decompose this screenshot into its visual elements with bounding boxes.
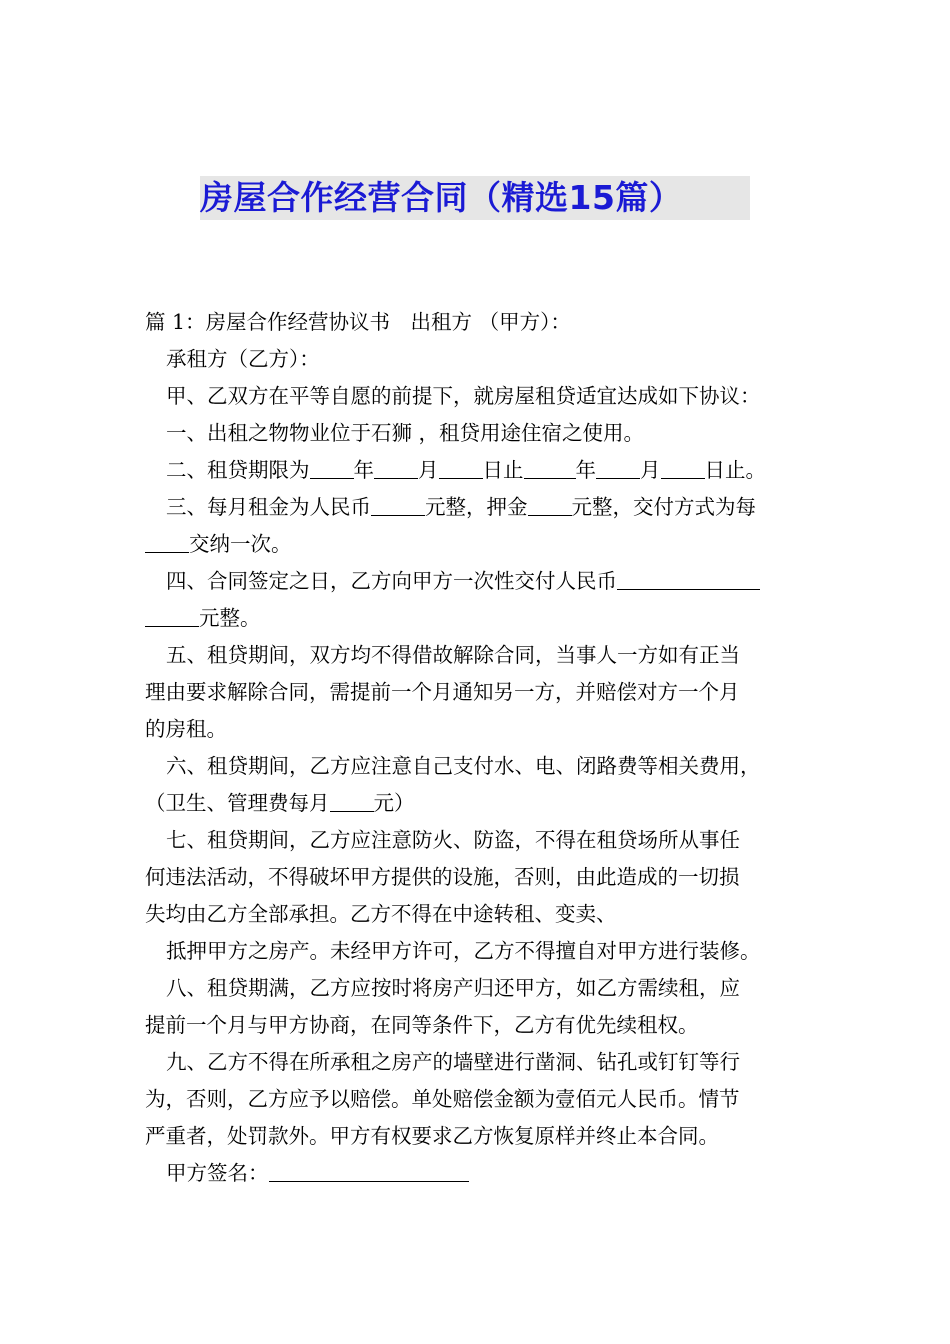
paragraph-line: 承租方（乙方）： bbox=[166, 347, 320, 371]
fill-blank bbox=[528, 493, 572, 516]
text-fragment: 日止 bbox=[482, 458, 524, 482]
text-fragment: 月 bbox=[640, 458, 661, 482]
text-fragment: 月 bbox=[418, 458, 439, 482]
document-title: 房屋合作经营合同（精选15篇） bbox=[200, 178, 683, 217]
text-fragment: 二、租贷期限为 bbox=[166, 458, 310, 482]
fill-blank bbox=[145, 604, 199, 627]
paragraph-line: 理由要求解除合同，需提前一个月通知另一方，并赔偿对方一个月 bbox=[145, 680, 740, 704]
fill-blank bbox=[371, 493, 425, 516]
paragraph-line: 七、租贷期间，乙方应注意防火、防盗，不得在租贷场所从事任 bbox=[166, 828, 740, 852]
fill-blank bbox=[439, 456, 483, 479]
text-fragment: 年 bbox=[575, 458, 596, 482]
paragraph-line: 甲、乙双方在平等自愿的前提下，就房屋租贷适宜达成如下协议： bbox=[166, 384, 761, 408]
text-fragment: 元整，押金 bbox=[425, 495, 528, 519]
paragraph-line bbox=[145, 785, 810, 822]
contract-body bbox=[145, 304, 810, 1192]
paragraph-line: 八、租贷期满，乙方应按时将房产归还甲方，如乙方需续租，应 bbox=[166, 976, 740, 1000]
fill-blank bbox=[661, 456, 705, 479]
paragraph-line bbox=[145, 526, 810, 563]
paragraph-line: 五、租贷期间，双方均不得借故解除合同，当事人一方如有正当 bbox=[166, 643, 740, 667]
text-fragment: 日止。 bbox=[704, 458, 766, 482]
paragraph-line: 为，否则，乙方应予以赔偿。单处赔偿金额为壹佰元人民币。情节 bbox=[145, 1087, 740, 1111]
lease-term-line bbox=[145, 452, 810, 489]
fill-blank bbox=[145, 530, 189, 553]
paragraph-line: 一、出租之物物业位于石狮 ，租贷用途住宿之使用。 bbox=[166, 421, 645, 445]
fill-blank bbox=[374, 456, 418, 479]
text-fragment: 四、合同签定之日，乙方向甲方一次性交付人民币 bbox=[166, 569, 617, 593]
paragraph-line: 何违法活动，不得破坏甲方提供的设施，否则，由此造成的一切损 bbox=[145, 865, 740, 889]
paragraph-line: 篇 1：房屋合作经营协议书 出租方 （甲方）： bbox=[145, 310, 571, 334]
text-fragment: 年 bbox=[353, 458, 374, 482]
fill-blank bbox=[596, 456, 640, 479]
signature-label: 甲方签名： bbox=[166, 1161, 269, 1185]
fill-blank bbox=[330, 789, 374, 812]
fill-blank bbox=[617, 567, 760, 590]
signature-blank bbox=[269, 1159, 469, 1182]
text-fragment: 元整，交付方式为每 bbox=[571, 495, 756, 519]
text-fragment: （卫生、管理费每月 bbox=[145, 791, 330, 815]
signature-line bbox=[145, 1155, 810, 1192]
text-fragment: 元） bbox=[373, 791, 415, 815]
fill-blank bbox=[310, 456, 354, 479]
paragraph-line: 失均由乙方全部承担。乙方不得在中途转租、变卖、 bbox=[145, 902, 617, 926]
paragraph-line: 严重者，处罚款外。甲方有权要求乙方恢复原样并终止本合同。 bbox=[145, 1124, 719, 1148]
fill-blank bbox=[524, 456, 576, 479]
payment-line bbox=[145, 563, 810, 600]
text-fragment: 三、每月租金为人民币 bbox=[166, 495, 371, 519]
paragraph-line: 九、乙方不得在所承租之房产的墙壁进行凿洞、钻孔或钉钉等行 bbox=[166, 1050, 740, 1074]
text-fragment: 交纳一次。 bbox=[189, 532, 292, 556]
paragraph-line: 六、租贷期间，乙方应注意自己支付水、电、闭路费等相关费用， bbox=[166, 754, 761, 778]
paragraph-line: 的房租。 bbox=[145, 717, 227, 741]
paragraph-line bbox=[145, 600, 810, 637]
paragraph-line: 抵押甲方之房产。未经甲方许可，乙方不得擅自对甲方进行装修。 bbox=[166, 939, 761, 963]
text-fragment: 元整。 bbox=[199, 606, 261, 630]
rent-line bbox=[145, 489, 810, 526]
paragraph-line: 提前一个月与甲方协商，在同等条件下，乙方有优先续租权。 bbox=[145, 1013, 699, 1037]
